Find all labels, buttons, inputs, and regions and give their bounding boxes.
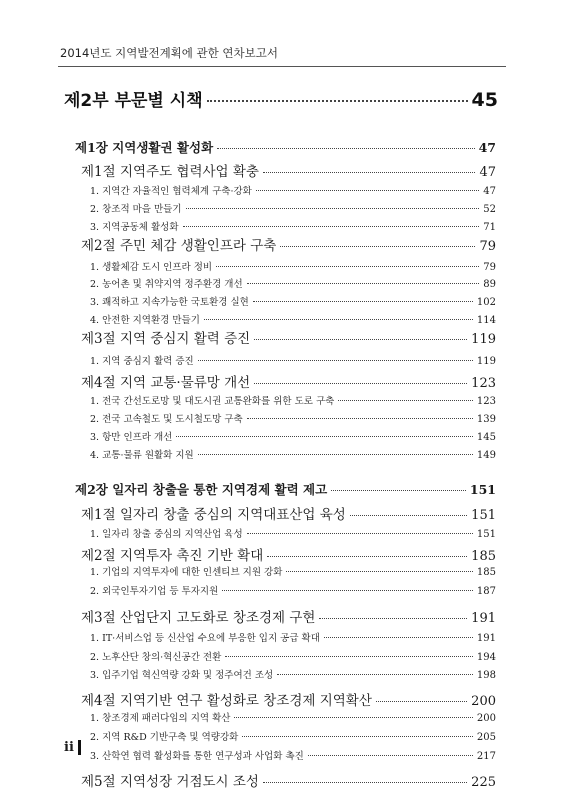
subsection-entry[interactable] <box>90 276 496 290</box>
running-head: 2014년도 지역발전계획에 관한 연차보고서 <box>60 46 278 60</box>
entry-title: 2. 지역 R&D 기반구축 및 역량강화 <box>90 732 239 743</box>
entry-title: 제4절 지역 교통·물류망 개선 <box>81 375 251 391</box>
section-entry[interactable] <box>81 234 496 254</box>
leader-dots <box>319 618 467 619</box>
subsection-entry[interactable] <box>90 393 496 407</box>
entry-page-number: 151 <box>471 508 496 523</box>
subsection-entry[interactable] <box>90 710 496 724</box>
leader-dots <box>338 400 473 401</box>
leader-dots <box>198 360 473 361</box>
chapter-entry[interactable] <box>75 480 496 498</box>
entry-page-number: 119 <box>476 356 496 367</box>
header-rule <box>58 66 506 67</box>
entry-page-number: 52 <box>483 204 496 215</box>
part-page-number: 45 <box>471 89 498 111</box>
entry-title: 1. IT·서비스업 등 신산업 수요에 부응한 입지 공급 확대 <box>90 633 320 644</box>
subsection-entry[interactable] <box>90 564 496 578</box>
section-entry[interactable] <box>81 689 496 709</box>
entry-page-number: 47 <box>478 140 496 155</box>
entry-page-number: 185 <box>471 549 496 564</box>
entry-title: 3. 지역공동체 활성화 <box>90 222 179 233</box>
entry-page-number: 151 <box>476 529 496 540</box>
entry-title: 4. 교통·물류 원활화 지원 <box>90 450 194 461</box>
leader-dots <box>222 590 473 591</box>
leader-dots <box>350 515 467 516</box>
part-heading[interactable] <box>64 86 498 110</box>
leader-dots <box>247 418 473 419</box>
leader-dots <box>216 266 479 267</box>
entry-page-number: 198 <box>476 670 496 681</box>
leader-dots <box>280 246 475 247</box>
entry-title: 2. 창조적 마을 만들기 <box>90 204 182 215</box>
subsection-entry[interactable] <box>90 259 496 273</box>
entry-title: 1. 지역간 자율적인 협력체계 구축·강화 <box>90 186 252 197</box>
leader-dots <box>376 701 467 702</box>
leader-dots <box>186 208 480 209</box>
part-title: 제2부 부문별 시책 <box>64 91 203 111</box>
entry-title: 1. 기업의 지역투자에 대한 인센티브 지원 강화 <box>90 567 283 578</box>
entry-title: 1. 전국 간선도로망 및 대도시권 교통완화를 위한 도로 구축 <box>90 396 335 407</box>
entry-title: 2. 노후산단 창의·혁신공간 전환 <box>90 652 222 663</box>
entry-title: 제3절 산업단지 고도화로 창조경제 구현 <box>81 610 316 626</box>
entry-title: 제2절 주민 체감 생활인프라 구축 <box>81 238 277 254</box>
entry-title: 제3절 지역 중심지 활력 증진 <box>81 331 251 347</box>
leader-dots <box>253 301 473 302</box>
entry-page-number: 151 <box>469 482 496 497</box>
subsection-entry[interactable] <box>90 183 496 197</box>
entry-page-number: 79 <box>479 239 496 254</box>
entry-title: 4. 안전한 지역환경 만들기 <box>90 315 200 326</box>
entry-title: 3. 항만 인프라 개선 <box>90 432 173 443</box>
subsection-entry[interactable] <box>90 312 496 326</box>
entry-title: 제1절 지역주도 협력사업 확충 <box>81 164 259 180</box>
entry-title: 3. 산학연 협력 활성화를 통한 연구성과 사업화 촉진 <box>90 751 304 762</box>
subsection-entry[interactable] <box>90 748 496 762</box>
entry-title: 제2장 일자리 창출을 통한 지역경제 활력 제고 <box>75 482 328 497</box>
folio-number: ii <box>64 740 74 755</box>
leader-dots <box>331 490 466 491</box>
entry-title: 제1장 지역생활권 활성화 <box>75 140 214 155</box>
subsection-entry[interactable] <box>90 526 496 540</box>
entry-title: 제1절 일자리 창출 중심의 지역대표산업 육성 <box>81 507 346 523</box>
leader-dots <box>247 283 480 284</box>
entry-page-number: 102 <box>476 297 496 308</box>
subsection-entry[interactable] <box>90 729 496 743</box>
entry-page-number: 139 <box>476 414 496 425</box>
entry-page-number: 149 <box>476 450 496 461</box>
entry-page-number: 89 <box>483 279 496 290</box>
entry-page-number: 123 <box>476 396 496 407</box>
entry-title: 1. 일자리 창출 중심의 지역산업 육성 <box>90 529 243 540</box>
leader-dots <box>286 571 473 572</box>
leader-dots <box>204 319 473 320</box>
entry-page-number: 187 <box>476 586 496 597</box>
entry-title: 1. 창조경제 패러다임의 지역 확산 <box>90 713 231 724</box>
entry-title: 2. 외국인투자기업 등 투자지원 <box>90 586 219 597</box>
section-entry[interactable] <box>81 503 496 523</box>
subsection-entry[interactable] <box>90 219 496 233</box>
section-entry[interactable] <box>81 544 496 564</box>
section-entry[interactable] <box>81 606 496 626</box>
entry-page-number: 114 <box>476 315 496 326</box>
entry-title: 1. 생활체감 도시 인프라 정비 <box>90 262 213 273</box>
entry-page-number: 71 <box>483 222 496 233</box>
leader-dots <box>234 717 472 718</box>
leader-dots <box>183 226 480 227</box>
entry-page-number: 205 <box>476 732 496 743</box>
entry-title: 제4절 지역기반 연구 활성화로 창조경제 지역확산 <box>81 693 372 709</box>
section-entry[interactable] <box>81 327 496 347</box>
entry-title: 1. 지역 중심지 활력 증진 <box>90 356 194 367</box>
subsection-entry[interactable] <box>90 201 496 215</box>
entry-page-number: 191 <box>476 633 496 644</box>
section-entry[interactable] <box>81 770 496 790</box>
leader-dots <box>198 454 473 455</box>
leader-dots <box>277 674 473 675</box>
entry-title: 2. 전국 고속철도 및 도시철도망 구축 <box>90 414 243 425</box>
leader-dots <box>217 148 474 149</box>
entry-title: 2. 농어촌 및 취약지역 정주환경 개선 <box>90 279 243 290</box>
entry-page-number: 47 <box>483 186 496 197</box>
entry-page-number: 200 <box>476 713 496 724</box>
entry-page-number: 200 <box>471 694 496 709</box>
leader-dots <box>225 656 473 657</box>
folio-bar <box>78 740 81 755</box>
entry-page-number: 123 <box>471 376 496 391</box>
entry-page-number: 217 <box>476 751 496 762</box>
subsection-entry[interactable] <box>90 630 496 644</box>
leader-dots <box>254 339 467 340</box>
subsection-entry[interactable] <box>90 583 496 597</box>
section-entry[interactable] <box>81 371 496 391</box>
leader-dots <box>308 755 473 756</box>
leader-dots <box>247 533 473 534</box>
leader-dots <box>176 436 473 437</box>
entry-page-number: 145 <box>476 432 496 443</box>
entry-page-number: 191 <box>471 611 496 626</box>
chapter-entry[interactable] <box>75 138 496 156</box>
subsection-entry[interactable] <box>90 429 496 443</box>
leader-dots <box>207 100 468 102</box>
subsection-entry[interactable] <box>90 411 496 425</box>
entry-page-number: 119 <box>471 332 496 347</box>
subsection-entry[interactable] <box>90 649 496 663</box>
leader-dots <box>256 190 479 191</box>
subsection-entry[interactable] <box>90 294 496 308</box>
section-entry[interactable] <box>81 160 496 180</box>
leader-dots <box>254 383 467 384</box>
leader-dots <box>324 637 473 638</box>
leader-dots <box>267 556 467 557</box>
entry-page-number: 47 <box>479 165 496 180</box>
entry-title: 제5절 지역성장 거점도시 조성 <box>81 774 259 790</box>
entry-page-number: 194 <box>476 652 496 663</box>
leader-dots <box>263 782 467 783</box>
entry-page-number: 185 <box>476 567 496 578</box>
leader-dots <box>263 172 475 173</box>
subsection-entry[interactable] <box>90 667 496 681</box>
entry-page-number: 79 <box>483 262 496 273</box>
entry-title: 제2절 지역투자 촉진 기반 확대 <box>81 548 264 564</box>
subsection-entry[interactable] <box>90 353 496 367</box>
leader-dots <box>242 736 473 737</box>
entry-page-number: 225 <box>471 775 496 790</box>
page-folio <box>64 740 81 755</box>
subsection-entry[interactable] <box>90 447 496 461</box>
entry-title: 3. 입주기업 혁신역량 강화 및 정주여건 조성 <box>90 670 274 681</box>
entry-title: 3. 쾌적하고 지속가능한 국토환경 실현 <box>90 297 249 308</box>
